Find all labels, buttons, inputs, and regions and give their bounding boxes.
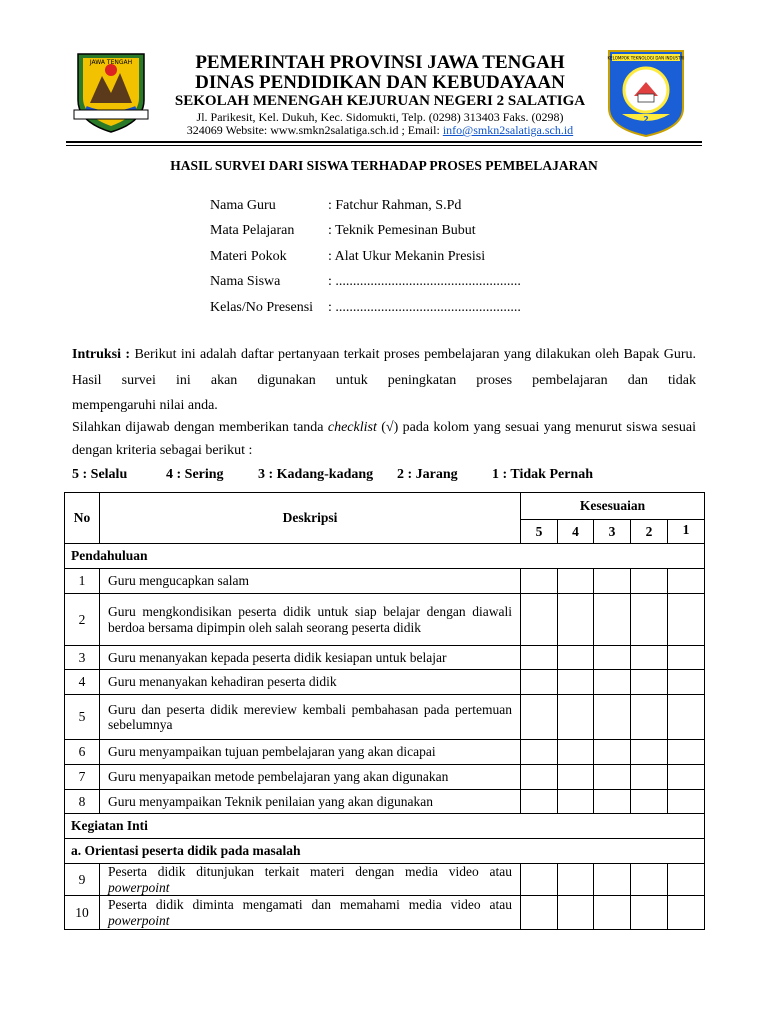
info-row-topic	[210, 244, 521, 270]
score-cell-3[interactable]	[594, 896, 631, 930]
table-row	[65, 670, 705, 695]
score-cell-4[interactable]	[558, 594, 594, 646]
table-row	[65, 569, 705, 594]
row-description	[100, 864, 521, 896]
score-cell-4[interactable]	[558, 646, 594, 670]
info-row-student	[210, 270, 521, 296]
score-cell-5[interactable]	[521, 646, 558, 670]
row-description-em: powerpoint	[108, 879, 170, 895]
row-number: 10	[65, 896, 100, 930]
survey-table	[64, 492, 705, 930]
info-label: Materi Pokok	[210, 248, 287, 264]
info-value: : Teknik Pemesinan Bubut	[328, 223, 476, 239]
score-cell-2[interactable]	[631, 790, 668, 814]
scale-item-1: 1 : Tidak Pernah	[492, 467, 594, 482]
row-number: 7	[65, 765, 100, 790]
score-cell-1[interactable]	[668, 896, 705, 930]
svg-text:KELOMPOK TEKNOLOGI DAN INDUSTR: KELOMPOK TEKNOLOGI DAN INDUSTRI	[607, 55, 685, 61]
score-cell-5[interactable]	[521, 670, 558, 695]
header-rule-thick	[66, 141, 702, 143]
checklist-text-post: (√) pada kolom yang sesuai yang menurut siswa sesuai dengan kriteria sebagai berikut :	[72, 420, 696, 458]
row-description: Guru menyampaikan Teknik penilaian yang akan digunakan	[100, 790, 521, 814]
header-description: Deskripsi	[100, 493, 521, 544]
instruction-paragraph-end: mempengaruhi nilai anda.	[72, 398, 218, 413]
smk-school-logo	[606, 48, 686, 138]
scale-item-4: 4 : Sering	[166, 467, 224, 482]
email-link[interactable]: info@smkn2salatiga.sch.id	[442, 123, 574, 137]
row-description	[100, 896, 521, 930]
table-header-row	[65, 493, 705, 520]
header-line-province: PEMERINTAH PROVINSI JAWA TENGAH	[195, 52, 565, 73]
row-number: 5	[65, 695, 100, 740]
jawa-tengah-emblem-logo	[70, 48, 152, 136]
survey-info-block	[210, 193, 521, 321]
info-value: : .....................................................	[328, 274, 521, 290]
table-row	[65, 594, 705, 646]
score-cell-2[interactable]	[631, 569, 668, 594]
svg-text:JAWA TENGAH: JAWA TENGAH	[89, 59, 133, 66]
header-score-2: 2	[631, 520, 668, 544]
score-cell-2[interactable]	[631, 765, 668, 790]
score-cell-4[interactable]	[558, 896, 594, 930]
table-row	[65, 695, 705, 740]
instruction-text: Berikut ini adalah daftar pertanyaan terkait proses pembelajaran yang dilakukan oleh Bapak Guru. Hasil survei ini akan digunakan untuk peningkatan proses pembelajaran dan tidak	[72, 347, 696, 388]
scale-item-2: 2 : Jarang	[397, 467, 458, 482]
score-cell-3[interactable]	[594, 765, 631, 790]
header-contact-text: 324069 Website: www.smkn2salatiga.sch.id ; Email:	[186, 123, 443, 137]
scale-item-3: 3 : Kadang-kadang	[258, 467, 374, 482]
row-description: Guru menyampaikan tujuan pembelajaran yang akan dicapai	[100, 740, 521, 765]
score-cell-2[interactable]	[631, 740, 668, 765]
section-title: Pendahuluan	[65, 544, 705, 569]
table-row	[65, 646, 705, 670]
score-cell-1[interactable]	[668, 646, 705, 670]
header-score-1: 1	[668, 520, 705, 544]
score-cell-3[interactable]	[594, 790, 631, 814]
info-value: : .....................................................	[328, 299, 521, 315]
section-row-kegiatan-inti	[65, 814, 705, 839]
document-title: HASIL SURVEI DARI SISWA TERHADAP PROSES PEMBELAJARAN	[170, 158, 598, 173]
subsection-row-orientasi	[65, 839, 705, 864]
row-number: 6	[65, 740, 100, 765]
score-cell-4[interactable]	[558, 569, 594, 594]
info-label: Kelas/No Presensi	[210, 299, 314, 315]
score-cell-1[interactable]	[668, 740, 705, 765]
score-cell-4[interactable]	[558, 864, 594, 896]
score-cell-2[interactable]	[631, 670, 668, 695]
row-description-text: Peserta didik ditunjukan terkait materi dengan media video atau	[108, 864, 512, 879]
table-row	[65, 790, 705, 814]
svg-text:2: 2	[643, 115, 649, 124]
header-line-agency: DINAS PENDIDIKAN DAN KEBUDAYAAN	[195, 72, 565, 93]
header-score-4: 4	[558, 520, 594, 544]
table-row	[65, 740, 705, 765]
score-cell-2[interactable]	[631, 695, 668, 740]
header-score-5: 5	[521, 520, 558, 544]
info-label: Nama Siswa	[210, 274, 281, 290]
info-row-subject	[210, 219, 521, 245]
score-cell-1[interactable]	[668, 594, 705, 646]
row-number: 1	[65, 569, 100, 594]
score-cell-2[interactable]	[631, 594, 668, 646]
section-title: Kegiatan Inti	[65, 814, 705, 839]
score-cell-4[interactable]	[558, 790, 594, 814]
row-number: 4	[65, 670, 100, 695]
score-cell-1[interactable]	[668, 864, 705, 896]
table-row	[65, 765, 705, 790]
info-value: : Fatchur Rahman, S.Pd	[328, 197, 462, 213]
score-cell-4[interactable]	[558, 670, 594, 695]
score-cell-1[interactable]	[668, 765, 705, 790]
header-rule-thin	[66, 145, 702, 146]
row-description-text: Peserta didik diminta mengamati dan memahami media video atau	[108, 897, 512, 912]
table-row	[65, 864, 705, 896]
section-row-pendahuluan	[65, 544, 705, 569]
row-description: Guru menanyakan kehadiran peserta didik	[100, 670, 521, 695]
score-cell-4[interactable]	[558, 695, 594, 740]
score-cell-5[interactable]	[521, 569, 558, 594]
row-description: Guru menyapaikan metode pembelajaran yang akan digunakan	[100, 765, 521, 790]
score-cell-5[interactable]	[521, 864, 558, 896]
score-cell-2[interactable]	[631, 646, 668, 670]
score-cell-3[interactable]	[594, 864, 631, 896]
score-cell-2[interactable]	[631, 896, 668, 930]
score-cell-2[interactable]	[631, 864, 668, 896]
checklist-instruction	[72, 416, 696, 462]
checklist-term: checklist	[327, 420, 377, 435]
row-number: 2	[65, 594, 100, 646]
row-description-em: powerpoint	[108, 912, 170, 928]
score-cell-3[interactable]	[594, 740, 631, 765]
score-cell-3[interactable]	[594, 695, 631, 740]
score-cell-5[interactable]	[521, 695, 558, 740]
score-cell-5[interactable]	[521, 740, 558, 765]
header-score-3: 3	[594, 520, 631, 544]
score-cell-1[interactable]	[668, 790, 705, 814]
header-line-school: SEKOLAH MENENGAH KEJURUAN NEGERI 2 SALATIGA	[174, 93, 586, 109]
row-description: Guru dan peserta didik mereview kembali pembahasan pada pertemuan sebelumnya	[100, 695, 521, 740]
checklist-text-pre: Silahkan dijawab dengan memberikan tanda	[72, 420, 328, 435]
score-cell-3[interactable]	[594, 670, 631, 695]
table-row	[65, 896, 705, 930]
score-cell-5[interactable]	[521, 765, 558, 790]
score-cell-3[interactable]	[594, 594, 631, 646]
row-description: Guru mengucapkan salam	[100, 569, 521, 594]
score-cell-1[interactable]	[668, 569, 705, 594]
score-cell-4[interactable]	[558, 740, 594, 765]
row-number: 3	[65, 646, 100, 670]
score-cell-5[interactable]	[521, 790, 558, 814]
info-row-teacher	[210, 193, 521, 219]
row-number: 9	[65, 864, 100, 896]
info-label: Mata Pelajaran	[210, 223, 295, 239]
info-label: Nama Guru	[210, 197, 276, 213]
score-cell-5[interactable]	[521, 594, 558, 646]
row-description: Guru menanyakan kepada peserta didik kesiapan untuk belajar	[100, 646, 521, 670]
score-cell-3[interactable]	[594, 569, 631, 594]
info-row-class	[210, 295, 521, 321]
header-no: No	[65, 493, 100, 544]
score-cell-5[interactable]	[521, 896, 558, 930]
score-cell-4[interactable]	[558, 765, 594, 790]
score-cell-3[interactable]	[594, 646, 631, 670]
row-description: Guru mengkondisikan peserta didik untuk siap belajar dengan diawali berdoa bersama dipimpin oleh salah seorang peserta didik	[100, 594, 521, 646]
scale-item-5: 5 : Selalu	[72, 467, 128, 482]
row-number: 8	[65, 790, 100, 814]
header-address: Jl. Parikesit, Kel. Dukuh, Kec. Sidomukti, Telp. (0298) 313403 Faks. (0298)	[196, 110, 564, 124]
header-kesesuaian: Kesesuaian	[521, 493, 705, 520]
score-cell-1[interactable]	[668, 695, 705, 740]
subsection-title: a. Orientasi peserta didik pada masalah	[65, 839, 705, 864]
header-contact	[160, 123, 600, 138]
instruction-paragraph	[72, 342, 696, 393]
score-cell-1[interactable]	[668, 670, 705, 695]
instruction-label: Intruksi :	[72, 347, 131, 362]
info-value: : Alat Ukur Mekanin Presisi	[328, 248, 486, 264]
